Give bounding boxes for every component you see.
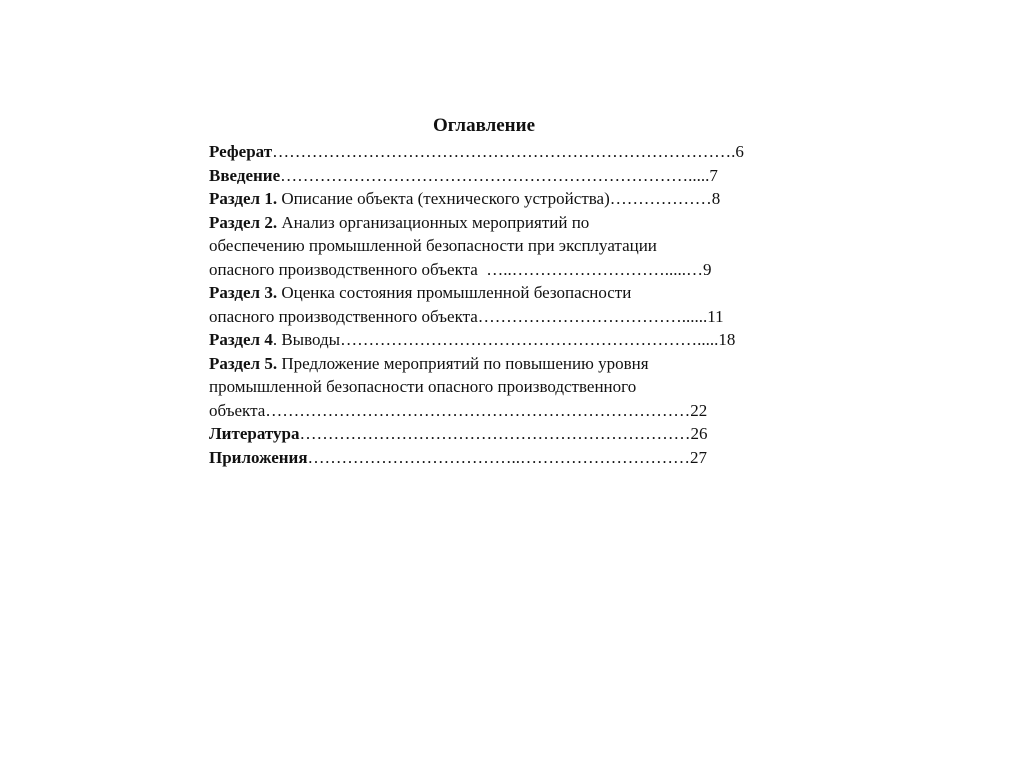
toc-entry-label: Реферат — [209, 142, 273, 161]
toc-leader: ………………………………………………………..... — [340, 330, 719, 349]
toc-leader: ………………………………………………………………… — [265, 400, 691, 420]
table-of-contents — [209, 114, 819, 469]
toc-entry-label: Приложения — [209, 447, 308, 467]
toc-entry-text: Оценка состояния промышленной безопасности — [277, 283, 632, 302]
toc-page-number: 6 — [735, 142, 744, 161]
toc-leader: ………………………………………………………………………. — [272, 142, 736, 161]
toc-entry-text: промышленной безопасности опасного производственного — [209, 377, 637, 396]
toc-entry-section-5 — [209, 352, 819, 423]
toc-entry-text: опасного производственного объекта — [209, 306, 478, 326]
toc-page-number: 26 — [690, 424, 708, 443]
toc-leader: ………………………………………………………………..... — [280, 165, 710, 185]
toc-entry-text: обеспечению промышленной безопасности при эксплуатации — [209, 236, 657, 255]
toc-page-number: 27 — [690, 447, 708, 467]
toc-page-number: 18 — [718, 330, 736, 349]
toc-entry-text: . Выводы — [272, 330, 341, 349]
toc-entry-section-3 — [209, 281, 819, 328]
toc-entry-text: Анализ организационных мероприятий по — [277, 212, 590, 232]
toc-leader: ……………… — [609, 189, 712, 208]
toc-entry-introduction — [209, 164, 819, 188]
toc-entry-section-2 — [209, 211, 819, 282]
toc-page-number: 22 — [690, 400, 708, 420]
toc-page-number: 8 — [711, 189, 721, 208]
toc-entry-text: Предложение мероприятий по повышению уровня — [277, 353, 649, 373]
toc-entry-text: объекта — [209, 400, 266, 420]
toc-entry-label: Раздел 2. — [209, 212, 278, 232]
toc-leader: ………………………………..………………………… — [307, 447, 691, 467]
toc-leader: …………………………………………………………… — [299, 424, 691, 443]
toc-entry-label: Раздел 4 — [209, 330, 273, 349]
toc-page-number: 9 — [703, 259, 712, 279]
toc-entry-abstract — [209, 140, 819, 164]
toc-entry-section-1 — [209, 187, 819, 211]
toc-entry-label: Литература — [209, 424, 300, 443]
toc-entry-text: опасного производственного объекта — [209, 259, 487, 279]
toc-entry-text: Описание объекта (технического устройства) — [277, 189, 610, 208]
toc-page-number: 7 — [709, 165, 718, 185]
toc-title: Оглавление — [432, 115, 536, 136]
toc-page-number: 11 — [707, 306, 724, 326]
toc-leader: …..……………………….....… — [486, 259, 704, 279]
toc-entry-label: Раздел 3. — [209, 283, 278, 302]
toc-entry-literature — [209, 422, 819, 446]
toc-entry-appendices — [209, 446, 819, 470]
toc-entry-label: Введение — [209, 165, 281, 185]
toc-entry-label: Раздел 1. — [209, 189, 278, 208]
toc-entry-section-4 — [209, 328, 819, 352]
toc-entry-label: Раздел 5. — [209, 353, 278, 373]
toc-leader: ………………………………...... — [477, 306, 708, 326]
